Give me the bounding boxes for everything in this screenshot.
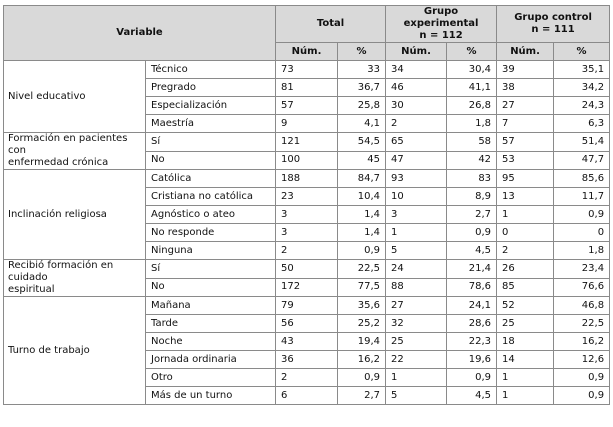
category-cell: No responde: [146, 224, 276, 242]
total-num-cell: 73: [276, 61, 338, 79]
total-pct-cell: 54,5: [338, 133, 386, 152]
category-cell: Sí: [146, 133, 276, 152]
total-num-cell: 56: [276, 315, 338, 333]
exp-num-cell: 65: [386, 133, 447, 152]
header-total-pct: %: [338, 43, 386, 61]
table-header: [4, 6, 610, 61]
ctrl-num-cell: 85: [497, 278, 554, 297]
table-body: [4, 61, 610, 405]
total-pct-cell: 36,7: [338, 79, 386, 97]
ctrl-pct-cell: 51,4: [554, 133, 610, 152]
total-num-cell: 50: [276, 260, 338, 279]
group-label-line2: espiritual: [8, 284, 55, 295]
category-cell: Especialización: [146, 97, 276, 115]
exp-num-cell: 24: [386, 260, 447, 279]
total-num-cell: 2: [276, 369, 338, 387]
exp-num-cell: 10: [386, 188, 447, 206]
header-total-num: Núm.: [276, 43, 338, 61]
total-num-cell: 43: [276, 333, 338, 351]
ctrl-pct-cell: 34,2: [554, 79, 610, 97]
total-pct-cell: 16,2: [338, 351, 386, 369]
total-num-cell: 9: [276, 115, 338, 133]
group-label-line1: Formación en pacientes con: [8, 133, 128, 156]
total-num-cell: 81: [276, 79, 338, 97]
group-label: [4, 133, 146, 170]
exp-num-cell: 22: [386, 351, 447, 369]
total-pct-cell: 45: [338, 151, 386, 170]
total-pct-cell: 33: [338, 61, 386, 79]
exp-pct-cell: 0,9: [447, 369, 497, 387]
exp-num-cell: 32: [386, 315, 447, 333]
ctrl-num-cell: 57: [497, 133, 554, 152]
ctrl-num-cell: 53: [497, 151, 554, 170]
exp-num-cell: 2: [386, 115, 447, 133]
exp-num-cell: 47: [386, 151, 447, 170]
total-pct-cell: 35,6: [338, 297, 386, 315]
header-grupo-control-line1: Grupo control: [514, 12, 592, 23]
exp-num-cell: 27: [386, 297, 447, 315]
exp-pct-cell: 8,9: [447, 188, 497, 206]
total-pct-cell: 22,5: [338, 260, 386, 279]
group-label: Nivel educativo: [4, 61, 146, 133]
exp-pct-cell: 78,6: [447, 278, 497, 297]
total-num-cell: 6: [276, 387, 338, 405]
exp-num-cell: 5: [386, 387, 447, 405]
header-grupo-experimental-line2: n = 112: [419, 30, 463, 41]
total-num-cell: 23: [276, 188, 338, 206]
category-cell: Pregrado: [146, 79, 276, 97]
table-row: [4, 260, 610, 279]
total-pct-cell: 25,8: [338, 97, 386, 115]
total-pct-cell: 10,4: [338, 188, 386, 206]
ctrl-pct-cell: 0,9: [554, 387, 610, 405]
data-table: [3, 5, 610, 405]
ctrl-num-cell: 7: [497, 115, 554, 133]
total-num-cell: 3: [276, 224, 338, 242]
exp-pct-cell: 58: [447, 133, 497, 152]
total-num-cell: 36: [276, 351, 338, 369]
category-cell: Católica: [146, 170, 276, 188]
exp-num-cell: 93: [386, 170, 447, 188]
exp-num-cell: 88: [386, 278, 447, 297]
ctrl-num-cell: 39: [497, 61, 554, 79]
ctrl-num-cell: 13: [497, 188, 554, 206]
exp-pct-cell: 0,9: [447, 224, 497, 242]
ctrl-num-cell: 2: [497, 242, 554, 260]
ctrl-pct-cell: 11,7: [554, 188, 610, 206]
category-cell: Otro: [146, 369, 276, 387]
ctrl-num-cell: 52: [497, 297, 554, 315]
exp-pct-cell: 22,3: [447, 333, 497, 351]
ctrl-pct-cell: 6,3: [554, 115, 610, 133]
category-cell: Agnóstico o ateo: [146, 206, 276, 224]
ctrl-pct-cell: 23,4: [554, 260, 610, 279]
ctrl-pct-cell: 16,2: [554, 333, 610, 351]
total-pct-cell: 1,4: [338, 206, 386, 224]
group-label: Inclinación religiosa: [4, 170, 146, 260]
exp-pct-cell: 28,6: [447, 315, 497, 333]
group-label: [4, 260, 146, 297]
exp-num-cell: 34: [386, 61, 447, 79]
total-num-cell: 188: [276, 170, 338, 188]
table-row: [4, 297, 610, 315]
header-grupo-experimental-line1: Grupo experimental: [403, 6, 479, 29]
total-num-cell: 2: [276, 242, 338, 260]
header-grupo-control: [497, 6, 610, 43]
ctrl-num-cell: 1: [497, 387, 554, 405]
ctrl-num-cell: 95: [497, 170, 554, 188]
category-cell: No: [146, 278, 276, 297]
exp-pct-cell: 1,8: [447, 115, 497, 133]
ctrl-num-cell: 27: [497, 97, 554, 115]
total-num-cell: 172: [276, 278, 338, 297]
exp-pct-cell: 83: [447, 170, 497, 188]
exp-pct-cell: 42: [447, 151, 497, 170]
ctrl-num-cell: 1: [497, 369, 554, 387]
header-ctrl-num: Núm.: [497, 43, 554, 61]
ctrl-pct-cell: 22,5: [554, 315, 610, 333]
category-cell: Noche: [146, 333, 276, 351]
total-num-cell: 57: [276, 97, 338, 115]
ctrl-num-cell: 38: [497, 79, 554, 97]
header-variable: Variable: [4, 6, 276, 61]
group-label: Turno de trabajo: [4, 297, 146, 405]
ctrl-num-cell: 26: [497, 260, 554, 279]
ctrl-num-cell: 0: [497, 224, 554, 242]
ctrl-num-cell: 18: [497, 333, 554, 351]
exp-num-cell: 46: [386, 79, 447, 97]
category-cell: Más de un turno: [146, 387, 276, 405]
exp-pct-cell: 24,1: [447, 297, 497, 315]
total-pct-cell: 2,7: [338, 387, 386, 405]
header-ctrl-pct: %: [554, 43, 610, 61]
total-pct-cell: 25,2: [338, 315, 386, 333]
category-cell: Maestría: [146, 115, 276, 133]
ctrl-pct-cell: 46,8: [554, 297, 610, 315]
category-cell: Mañana: [146, 297, 276, 315]
exp-num-cell: 3: [386, 206, 447, 224]
ctrl-pct-cell: 35,1: [554, 61, 610, 79]
header-exp-num: Núm.: [386, 43, 447, 61]
header-exp-pct: %: [447, 43, 497, 61]
ctrl-num-cell: 1: [497, 206, 554, 224]
table-row: [4, 170, 610, 188]
ctrl-pct-cell: 0,9: [554, 369, 610, 387]
total-pct-cell: 4,1: [338, 115, 386, 133]
ctrl-pct-cell: 47,7: [554, 151, 610, 170]
group-label-line2: enfermedad crónica: [8, 157, 109, 168]
total-pct-cell: 0,9: [338, 369, 386, 387]
exp-num-cell: 25: [386, 333, 447, 351]
ctrl-pct-cell: 12,6: [554, 351, 610, 369]
header-grupo-control-line2: n = 111: [531, 24, 575, 35]
category-cell: Ninguna: [146, 242, 276, 260]
header-grupo-experimental: [386, 6, 497, 43]
header-total: Total: [276, 6, 386, 43]
total-pct-cell: 84,7: [338, 170, 386, 188]
exp-pct-cell: 21,4: [447, 260, 497, 279]
table-row: [4, 61, 610, 79]
exp-pct-cell: 19,6: [447, 351, 497, 369]
total-num-cell: 3: [276, 206, 338, 224]
total-num-cell: 79: [276, 297, 338, 315]
exp-num-cell: 1: [386, 224, 447, 242]
ctrl-pct-cell: 24,3: [554, 97, 610, 115]
category-cell: Tarde: [146, 315, 276, 333]
ctrl-pct-cell: 85,6: [554, 170, 610, 188]
exp-pct-cell: 4,5: [447, 387, 497, 405]
group-label-line1: Recibió formación en cuidado: [8, 260, 114, 283]
ctrl-num-cell: 14: [497, 351, 554, 369]
total-num-cell: 100: [276, 151, 338, 170]
total-pct-cell: 77,5: [338, 278, 386, 297]
table-row: [4, 133, 610, 152]
ctrl-num-cell: 25: [497, 315, 554, 333]
category-cell: No: [146, 151, 276, 170]
total-num-cell: 121: [276, 133, 338, 152]
exp-pct-cell: 41,1: [447, 79, 497, 97]
category-cell: Cristiana no católica: [146, 188, 276, 206]
exp-pct-cell: 2,7: [447, 206, 497, 224]
total-pct-cell: 1,4: [338, 224, 386, 242]
exp-num-cell: 5: [386, 242, 447, 260]
category-cell: Sí: [146, 260, 276, 279]
exp-num-cell: 1: [386, 369, 447, 387]
total-pct-cell: 0,9: [338, 242, 386, 260]
exp-pct-cell: 26,8: [447, 97, 497, 115]
exp-pct-cell: 4,5: [447, 242, 497, 260]
ctrl-pct-cell: 1,8: [554, 242, 610, 260]
ctrl-pct-cell: 76,6: [554, 278, 610, 297]
category-cell: Jornada ordinaria: [146, 351, 276, 369]
ctrl-pct-cell: 0,9: [554, 206, 610, 224]
exp-pct-cell: 30,4: [447, 61, 497, 79]
total-pct-cell: 19,4: [338, 333, 386, 351]
ctrl-pct-cell: 0: [554, 224, 610, 242]
exp-num-cell: 30: [386, 97, 447, 115]
category-cell: Técnico: [146, 61, 276, 79]
